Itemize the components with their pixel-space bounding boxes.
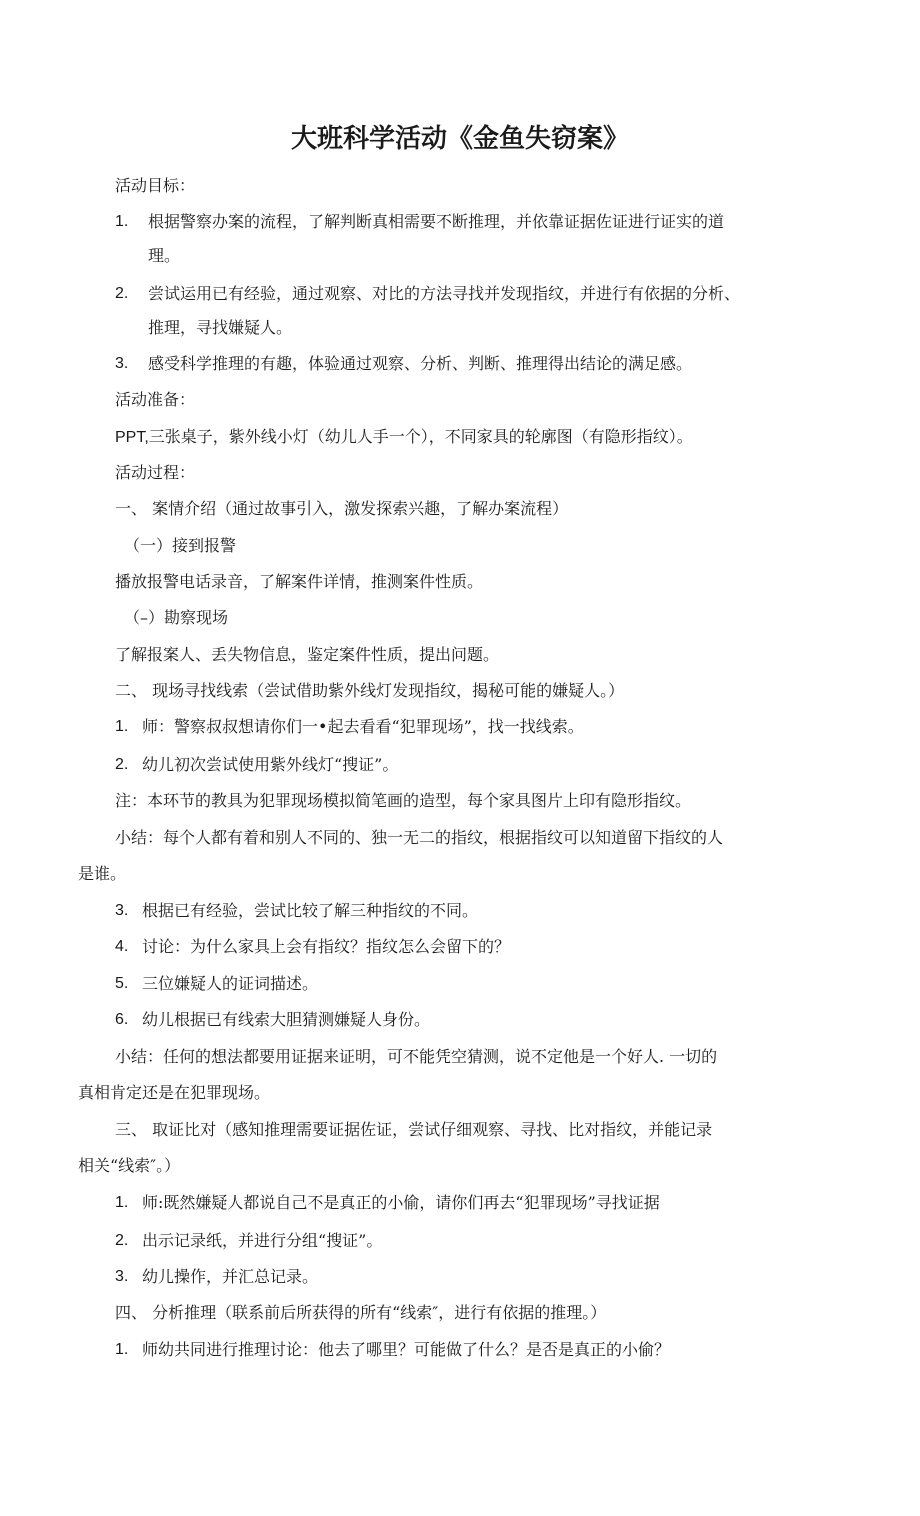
goal-3-number: 3. (115, 355, 129, 372)
s2-summary1-line1: 小结：每个人都有着和别人不同的、独一无二的指纹，根据指纹可以知道留下指纹的人 (115, 828, 724, 847)
s2-item-4-text: 讨论：为什么家具上会有指纹？指纹怎么会留下的？ (142, 937, 511, 956)
s2-item-1-number: 1. (115, 718, 129, 735)
goal-2-number: 2. (115, 285, 129, 302)
s2-summary2-line2: 真相肯定还是在犯罪现场。 (78, 1083, 271, 1102)
section-3-title-line2: 相关“线索″。） (78, 1156, 181, 1175)
section-1-sub1-text: 播放报警电话录音，了解案件详情，推测案件性质。 (115, 572, 484, 591)
prep-ppt: PPT, (115, 429, 149, 446)
s4-item-1-text: 师幼共同进行推理讨论：他去了哪里？可能做了什么？是否是真正的小偷？ (142, 1340, 671, 1359)
s3-item-1-number: 1. (115, 1194, 129, 1211)
process-heading: 活动过程： (115, 463, 196, 482)
section-4-title: 四、 分析推理（联系前后所获得的所有“线索″，进行有依据的推理。） (115, 1303, 607, 1322)
document-title: 大班科学活动《金鱼失窃案》 (290, 124, 629, 154)
s3-item-3-number: 3. (115, 1268, 129, 1285)
s2-item-6-text: 幼儿根据已有线索大胆猜测嫌疑人身份。 (142, 1010, 431, 1029)
s2-note: 注：本环节的教具为犯罪现场模拟简笔画的造型，每个家具图片上印有隐形指纹。 (115, 791, 692, 810)
section-1-title: 一、 案情介绍（通过故事引入，激发探索兴趣，了解办案流程） (115, 499, 569, 518)
s2-item-5-text: 三位嫌疑人的证词描述。 (142, 974, 319, 993)
s2-item-3-number: 3. (115, 902, 129, 919)
s2-summary2-line1: 小结：任何的想法都要用证据来证明，可不能凭空猜测，说不定他是一个好人. 一切的 (115, 1047, 718, 1066)
s3-item-3-text: 幼儿操作，并汇总记录。 (142, 1267, 319, 1286)
s2-item-4-number: 4. (115, 938, 129, 955)
goal-2-line1: 尝试运用已有经验，通过观察、对比的方法寻找并发现指纹，并进行有依据的分析、 (148, 284, 741, 303)
section-1-sub2: （–）勘察现场 (124, 608, 229, 627)
s2-item-3-text: 根据已有经验，尝试比较了解三种指纹的不同。 (142, 901, 479, 920)
s2-item-6-number: 6. (115, 1011, 129, 1028)
s2-item-2-number: 2. (115, 756, 129, 773)
s3-item-2-number: 2. (115, 1232, 129, 1249)
prep-heading: 活动准备： (115, 390, 196, 409)
goal-2-line2: 推理，寻找嫌疑人。 (148, 318, 293, 337)
prep-text: 三张桌子，紫外线小灯（幼儿人手一个），不同家具的轮廓图（有隐形指纹）。 (148, 427, 693, 446)
s2-item-1-text: 师：警察叔叔想请你们一•起去看看“犯罪现场”，找一找线索。 (142, 717, 584, 736)
goal-3-line1: 感受科学推理的有趣，体验通过观察、分析、判断、推理得出结论的满足感。 (148, 354, 693, 373)
s2-summary1-line2: 是谁。 (78, 864, 127, 883)
s3-item-2-text: 出示记录纸，并进行分组“搜证”。 (142, 1231, 383, 1250)
s2-item-2-text: 幼儿初次尝试使用紫外线灯“搜证”。 (142, 755, 399, 774)
goal-1-number: 1. (115, 213, 129, 230)
goal-1-line1: 根据警察办案的流程，了解判断真相需要不断推理，并依靠证据佐证进行证实的道 (148, 212, 725, 231)
s3-item-1-text: 师:既然嫌疑人都说自己不是真正的小偷，请你们再去“犯罪现场”寻找证据 (142, 1193, 660, 1212)
section-3-title-line1: 三、 取证比对（感知推理需要证据佐证，尝试仔细观察、寻找、比对指纹，并能记录 (115, 1120, 713, 1139)
s2-item-5-number: 5. (115, 975, 129, 992)
s4-item-1-number: 1. (115, 1341, 129, 1358)
section-2-title: 二、 现场寻找线索（尝试借助紫外线灯发现指纹，揭秘可能的嫌疑人。） (115, 681, 625, 700)
goal-1-line2: 理。 (148, 246, 181, 265)
section-1-sub2-text: 了解报案人、丢失物信息，鉴定案件性质，提出问题。 (115, 645, 500, 664)
goals-heading: 活动目标： (115, 176, 196, 195)
prep-line (115, 427, 693, 448)
section-1-sub1: （一）接到报警 (124, 536, 237, 555)
